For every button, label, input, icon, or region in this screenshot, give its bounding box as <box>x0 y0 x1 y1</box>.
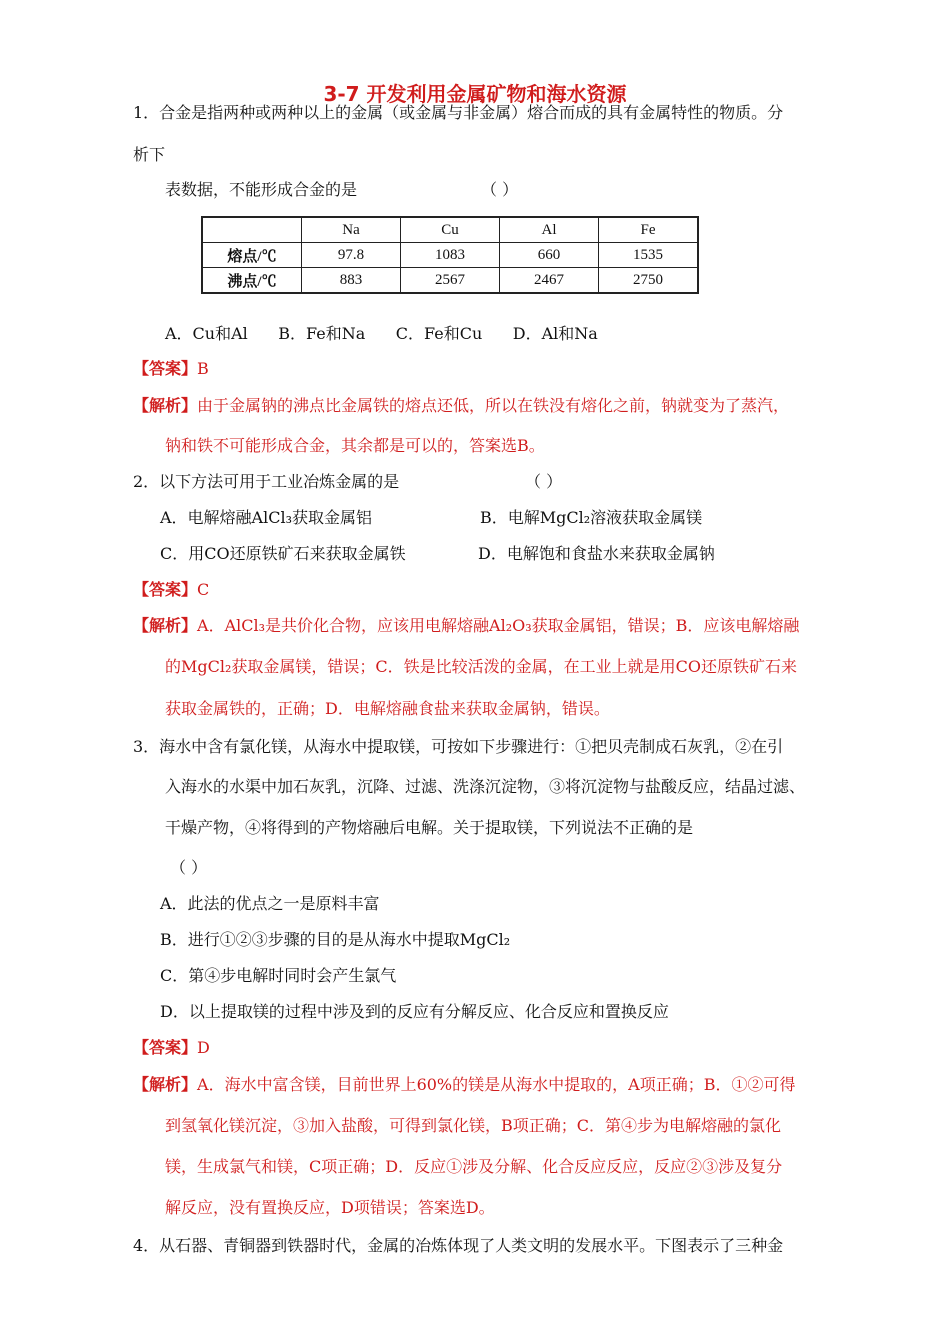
q3-answer <box>133 1038 210 1058</box>
q3-analysis-line3: 镁，生成氯气和镁，C项正确；D．反应①涉及分解、化合反应反应，反应②③涉及复分 <box>165 1157 783 1176</box>
q2-option-c: C．用CO还原铁矿石来获取金属铁 <box>160 544 406 563</box>
table-header-cell: Al <box>500 217 599 243</box>
table-header-cell: Cu <box>401 217 500 243</box>
q1-stem-line2: 析下 <box>133 145 166 164</box>
q1-analysis-line2: 钠和铁不可能形成合金，其余都是可以的，答案选B。 <box>165 436 545 455</box>
q3-stem-line1: 3．海水中含有氯化镁，从海水中提取镁，可按如下步骤进行：①把贝壳制成石灰乳，②在引 <box>133 737 784 756</box>
analysis-text: 由于金属钠的沸点比金属铁的熔点还低，所以在铁没有熔化之前，钠就变为了蒸汽， <box>197 396 790 415</box>
q3-option-c: C．第④步电解时同时会产生氯气 <box>160 966 397 985</box>
analysis-label: 【解析】 <box>133 1075 198 1094</box>
q2-analysis-line3: 获取金属铁的，正确；D．电解熔融食盐来获取金属钠，错误。 <box>165 699 610 718</box>
answer-value: D <box>197 1038 210 1057</box>
table-cell: 1083 <box>401 243 500 268</box>
q3-option-b: B．进行①②③步骤的目的是从海水中提取MgCl₂ <box>160 930 511 949</box>
table-cell: 2467 <box>500 268 599 294</box>
table-header-cell <box>202 217 302 243</box>
table-cell: 883 <box>302 268 401 294</box>
analysis-label: 【解析】 <box>133 396 198 415</box>
q1-stem-line3: 表数据，不能形成合金的是 <box>165 180 358 199</box>
q2-answer <box>133 580 209 600</box>
answer-value: C <box>197 580 210 599</box>
q3-analysis-line4: 解反应，没有置换反应，D项错误；答案选D。 <box>165 1198 495 1217</box>
q2-option-a: A．电解熔融AlCl₃获取金属铝 <box>160 508 373 527</box>
q3-answer-paren: （ ） <box>170 858 208 877</box>
q1-answer-paren: （ ） <box>481 180 519 199</box>
q1-stem-line1: 1．合金是指两种或两种以上的金属（或金属与非金属）熔合而成的具有金属特性的物质。分 <box>133 103 784 122</box>
answer-label: 【答案】 <box>133 359 198 378</box>
q4-stem: 4．从石器、青铜器到铁器时代，金属的冶炼体现了人类文明的发展水平。下图表示了三种金 <box>133 1236 784 1255</box>
answer-label: 【答案】 <box>133 580 198 599</box>
q3-stem-line3: 干燥产物，④将得到的产物熔融后电解。关于提取镁，下列说法不正确的是 <box>165 818 694 837</box>
q3-analysis-line1 <box>133 1075 795 1095</box>
table-row <box>202 243 698 268</box>
q2-analysis-line1 <box>133 616 799 636</box>
answer-label: 【答案】 <box>133 1038 198 1057</box>
q2-analysis-line2: 的MgCl₂获取金属镁，错误；C．铁是比较活泼的金属，在工业上就是用CO还原铁矿石来 <box>165 657 798 676</box>
page-title: 3-7 开发利用金属矿物和海水资源 <box>323 82 627 106</box>
q1-options: A．Cu和Al B．Fe和Na C．Fe和Cu D．Al和Na <box>165 324 598 343</box>
analysis-text: A．AlCl₃是共价化合物，应该用电解熔融Al₂O₃获取金属铝，错误；B．应该电解熔融 <box>197 616 800 635</box>
table-cell: 2567 <box>401 268 500 294</box>
table-header-row <box>202 217 698 243</box>
q3-stem-line2: 入海水的水渠中加石灰乳，沉降、过滤、洗涤沉淀物，③将沉淀物与盐酸反应，结晶过滤、 <box>165 777 806 796</box>
q3-option-a: A．此法的优点之一是原料丰富 <box>160 894 380 913</box>
table-cell: 1535 <box>599 243 699 268</box>
table-header-cell: Na <box>302 217 401 243</box>
q1-answer <box>133 359 209 379</box>
q1-analysis-line1 <box>133 396 789 416</box>
table-cell: 660 <box>500 243 599 268</box>
analysis-label: 【解析】 <box>133 616 198 635</box>
q3-analysis-line2: 到氢氧化镁沉淀，③加入盐酸，可得到氯化镁，B项正确；C．第④步为电解熔融的氯化 <box>165 1116 782 1135</box>
q3-option-d: D．以上提取镁的过程中涉及到的反应有分解反应、化合反应和置换反应 <box>160 1002 669 1021</box>
table-row-label: 熔点/℃ <box>202 243 302 268</box>
table-header-cell: Fe <box>599 217 699 243</box>
table-row <box>202 268 698 294</box>
q2-option-b: B．电解MgCl₂溶液获取金属镁 <box>480 508 703 527</box>
q2-answer-paren: （ ） <box>525 472 563 491</box>
q2-stem: 2．以下方法可用于工业冶炼金属的是 <box>133 472 400 491</box>
table-row-label: 沸点/℃ <box>202 268 302 294</box>
melting-boiling-table <box>201 216 699 294</box>
answer-value: B <box>197 359 209 378</box>
table-cell: 2750 <box>599 268 699 294</box>
table-cell: 97.8 <box>302 243 401 268</box>
analysis-text: A．海水中富含镁，目前世界上60%的镁是从海水中提取的，A项正确；B．①②可得 <box>197 1075 796 1094</box>
q2-option-d: D．电解饱和食盐水来获取金属钠 <box>478 544 715 563</box>
